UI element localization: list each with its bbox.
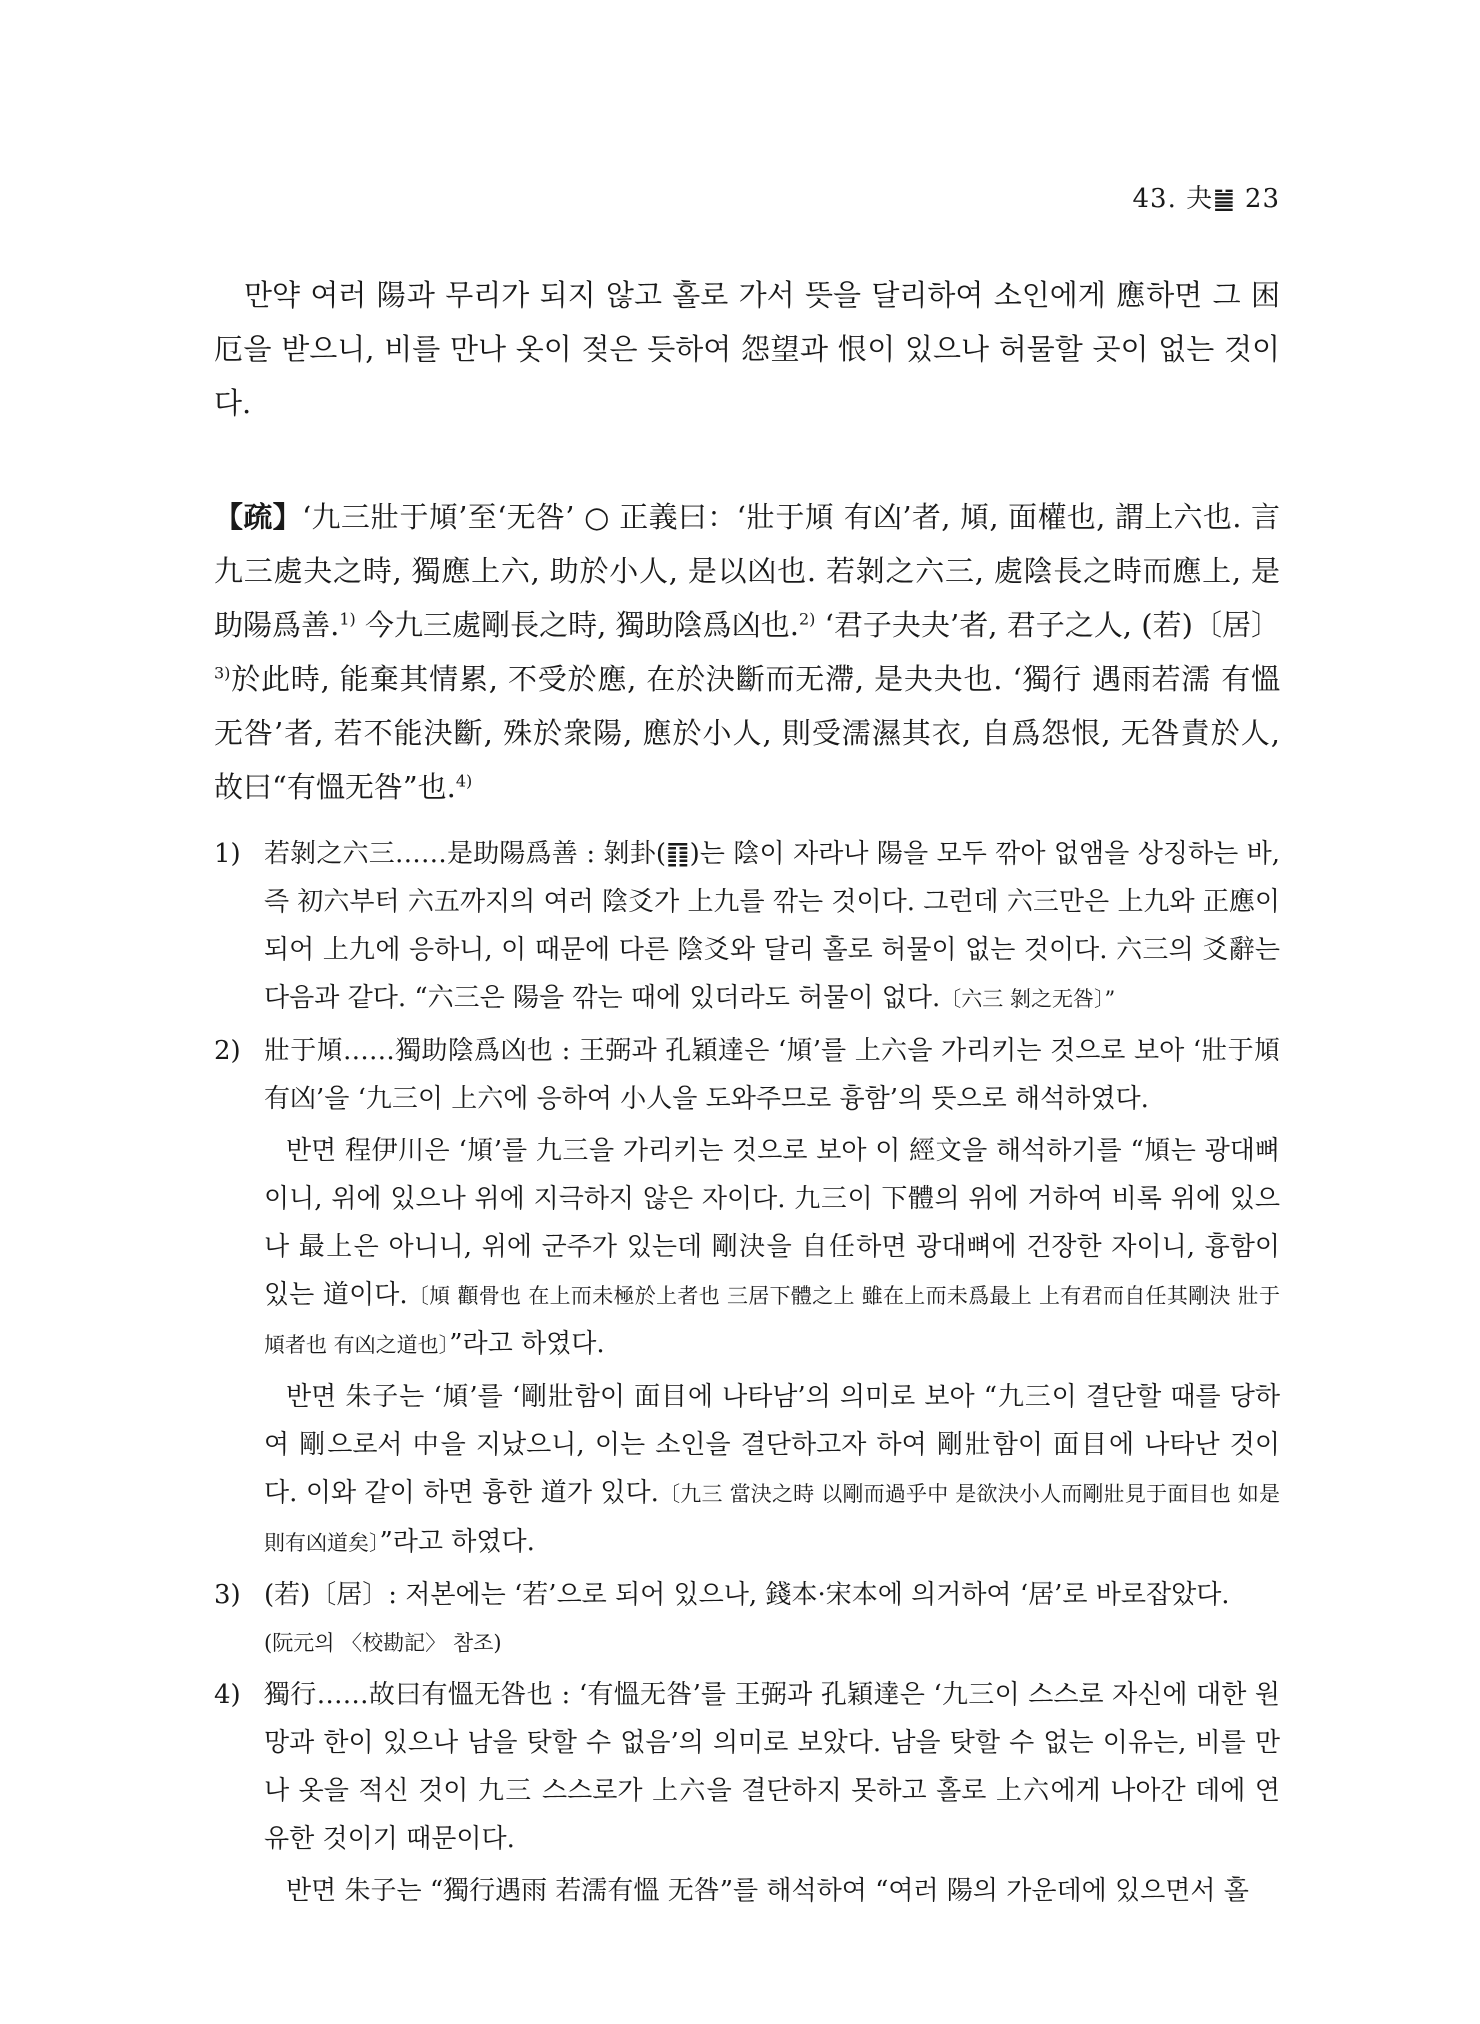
footnote-number: 4) xyxy=(214,1680,241,1710)
header-section: 43. 夬 xyxy=(1132,184,1214,214)
page-body xyxy=(214,268,1280,1919)
shu-label: 【疏】 xyxy=(214,500,302,534)
footnote-ref-4[interactable]: 4) xyxy=(455,771,473,791)
footnote-quote: 〔九三 當決之時 以剛而過乎中 是欲決小人而剛壯見于面目也 如是則有凶道矣〕 xyxy=(264,1482,1280,1555)
footnote-number: 3) xyxy=(214,1580,241,1610)
footnote-3 xyxy=(214,1571,1280,1667)
footnotes xyxy=(214,830,1280,1915)
intro-paragraph: 만약 여러 陽과 무리가 되지 않고 홀로 가서 뜻을 달리하여 소인에게 應하면 그 困厄을 받으니, 비를 만나 옷이 젖은 듯하여 怨望과 恨이 있으나 허물할 곳이 없는 것이다. xyxy=(214,278,1280,420)
footnote-reference: (阮元의 〈校勘記〉 참조) xyxy=(264,1631,502,1655)
footnote-number: 1) xyxy=(214,839,241,869)
footnote-text: 若剝之六三……是助陽爲善 : 剝卦(䷖)는 陰이 자라나 陽을 모두 깎아 없앰을 상징하는 바, 즉 初六부터 六五까지의 여러 陰爻가 上九를 깎는 것이다. 그런데 六三만은 上九와 正應이 되어 上九에 응하니, 이 때문에 다른 陰爻와 달리 홀로 허물이 없는 것이다. 六三의 爻辭는 다음과 같다. “六三은 陽을 깎는 때에 있더라도 허물이 없다. xyxy=(264,839,1280,1013)
page-number: 23 xyxy=(1244,184,1280,214)
footnote-text: ”라고 하였다. xyxy=(449,1329,605,1359)
footnote-text: 獨行……故曰有慍无咎也 : ‘有慍无咎’를 王弼과 孔穎達은 ‘九三이 스스로 자신에 대한 원망과 한이 있으나 남을 탓할 수 없음’의 의미로 보았다. 남을 탓할 수 없는 이유는, 비를 만나 옷을 적신 것이 九三 스스로가 上六을 결단하지 못하고 홀로 上六에게 나아간 데에 연유한 것이기 때문이다. xyxy=(264,1680,1280,1854)
footnote-4 xyxy=(214,1671,1280,1863)
shu-text-2: 今九三處剛長之時, 獨助陰爲凶也. xyxy=(355,608,799,642)
footnote-ref-2[interactable]: 2) xyxy=(798,609,816,629)
footnote-number: 2) xyxy=(214,1036,241,1066)
footnote-2-para-3 xyxy=(214,1373,1280,1567)
footnote-2-para-2 xyxy=(214,1127,1280,1369)
running-header xyxy=(1133,178,1281,215)
footnote-ref-1[interactable]: 1) xyxy=(339,609,356,629)
footnote-1 xyxy=(214,830,1280,1023)
footnote-quote: 〔六三 剝之无咎〕” xyxy=(940,987,1116,1011)
footnote-4-para-2: 반면 朱子는 “獨行遇雨 若濡有慍 无咎”를 해석하여 “여러 陽의 가운데에 있으면서 홀 xyxy=(286,1876,1249,1906)
footnote-text: ”라고 하였다. xyxy=(379,1527,535,1557)
footnote-quote: 〔頄 顴骨也 在上而未極於上者也 三居下體之上 雖在上而未爲最上 上有君而自任其剛決 壯于頄者也 有凶之道也〕 xyxy=(264,1284,1280,1357)
shu-text-1: ‘九三壯于頄’至‘无咎’ ○ 正義曰：‘壯于頄 有凶’者, 頄, 面權也, 謂上六也. 言九三處夬之時, 獨應上六, 助於小人, 是以凶也. 若剝之六三, 處陰長之時而應上, 是助陽爲善. xyxy=(214,500,1280,642)
footnote-text: 반면 程伊川은 ‘頄’를 九三을 가리키는 것으로 보아 이 經文을 해석하기를 “頄는 광대뼈이니, 위에 있으나 위에 지극하지 않은 자이다. 九三이 下體의 위에 거하여 비록 위에 있으나 最上은 아니니, 위에 군주가 있는데 剛決을 自任하면 광대뼈에 건장한 자이니, 흉함이 있는 道이다. xyxy=(264,1136,1280,1310)
hexagram-symbol: ䷪ xyxy=(1213,185,1236,213)
footnote-2 xyxy=(214,1027,1280,1123)
footnote-text: 壯于頄……獨助陰爲凶也 : 王弼과 孔穎達은 ‘頄’를 上六을 가리키는 것으로 보아 ‘壯于頄 有凶’을 ‘九三이 上六에 응하여 小人을 도와주므로 흉함’의 뜻으로 해석하였다. xyxy=(264,1036,1280,1114)
footnote-text: 반면 朱子는 ‘頄’를 ‘剛壯함이 面目에 나타남’의 의미로 보아 “九三이 결단할 때를 당하여 剛으로서 中을 지났으니, 이는 소인을 결단하고자 하여 剛壯함이 面目에 나타난 것이다. 이와 같이 하면 흉한 道가 있다. xyxy=(264,1382,1280,1508)
footnote-ref-3[interactable]: 3) xyxy=(214,663,231,683)
shu-commentary xyxy=(214,490,1280,814)
shu-text-3: ‘君子夬夬’者, 君子之人, (若)〔居〕 xyxy=(815,608,1280,642)
shu-text-4: 於此時, 能棄其情累, 不受於應, 在於決斷而无滯, 是夬夬也. ‘獨行 遇雨若濡 有慍 无咎’者, 若不能決斷, 殊於衆陽, 應於小人, 則受濡濕其衣, 自爲怨恨, 无咎責於人, 故曰“有慍无咎”也. xyxy=(214,662,1280,804)
footnote-text: (若)〔居〕: 저본에는 ‘若’으로 되어 있으나, 錢本·宋本에 의거하여 ‘居’로 바로잡았다. xyxy=(264,1580,1230,1610)
